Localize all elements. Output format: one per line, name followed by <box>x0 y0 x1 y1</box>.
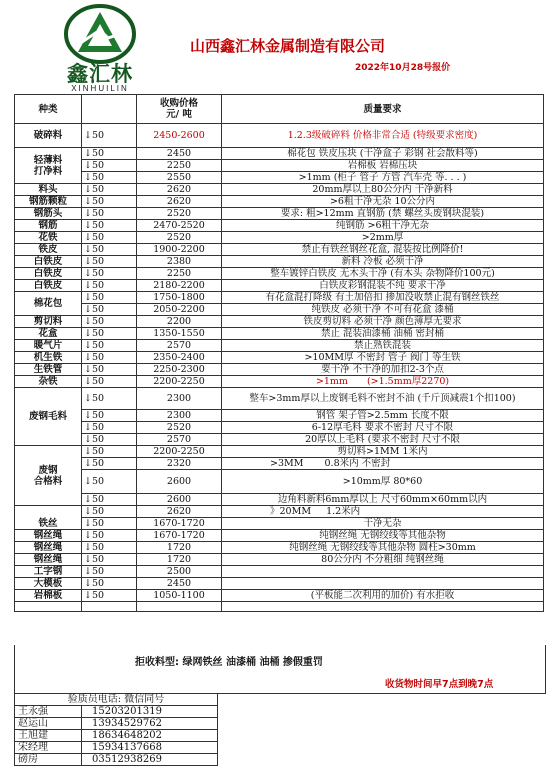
table-row: 破碎料 ↓50 2450-2600 1.2.3级破碎料 价格非常合适 (特级要求密度) <box>15 124 544 148</box>
table-row: 钢筋颗粒 ↓50 2620 >6粗干净无杂 10公分内 <box>15 196 544 208</box>
brand-name-cn: 鑫汇林 <box>67 61 133 86</box>
table-row: 铁丝 ↓50 2620 》20MM 1.2米内 <box>15 506 544 518</box>
table-row: 废钢 合格料 ↓50 2200-2250 剪切料>1MM 1米内 <box>15 446 544 458</box>
contact-table <box>14 693 218 766</box>
table-row: ↓50 2600 边角料新料6mm厚以上 尺寸60mm×60mm以内 <box>15 494 544 506</box>
table-row: ↓50 2600 >10mm厚 80*60 <box>15 470 544 494</box>
footer-notes <box>14 645 546 694</box>
header-price: 收购价格 元/ 吨 <box>137 95 222 124</box>
table-row: 钢丝绳 ↓50 1670-1720 纯钢丝绳 无钢绞线等其他杂物 <box>15 530 544 542</box>
header-arrow <box>82 95 137 124</box>
table-row: 钢筋头 ↓50 2520 要求: 粗>12mm 直钢筋 (禁 螺丝头废钢块混装) <box>15 208 544 220</box>
table-row: 白铁皮 ↓50 2250 整车镀锌白铁皮 无木头干净 (有木头 杂物降价100元) <box>15 268 544 280</box>
table-row: 钢丝绳 ↓50 1720 80公分内 不分粗细 纯钢丝绳 <box>15 554 544 566</box>
table-row: ↓50 2550 >1mm (柜子 管子 方管 汽车壳 等. . . ) <box>15 172 544 184</box>
table-row: 生铁管 ↓50 2250-2300 要干净 不干净的加扣2-3个点 <box>15 364 544 376</box>
table-row: 花铁 ↓50 2520 >2mm厚 <box>15 232 544 244</box>
table-row: 料头 ↓50 2620 20mm厚以上80公分内 干净新料 <box>15 184 544 196</box>
table-row: ↓50 2300 钢管 架子管>2.5mm 长度不限 <box>15 410 544 422</box>
table-row: 大模板 ↓50 2450 <box>15 578 544 590</box>
contact-row <box>15 730 218 742</box>
table-row: 轻薄料 打净料 ↓50 2450 棉花包 铁皮压块 (干净盒子 彩钢 社会散料等) <box>15 148 544 160</box>
table-row: 剪切料 ↓50 2200 铁皮剪切料 必须干净 颜色薄厚无要求 <box>15 316 544 328</box>
contact-phone: 03512938269 <box>82 754 218 766</box>
table-row: 白铁皮 ↓50 2180-2200 白铁皮彩钢混装不纯 要求干净 <box>15 280 544 292</box>
price-table <box>14 94 544 612</box>
contact-row <box>15 706 218 718</box>
table-row: ↓50 2570 20厚以上毛料 (要求不密封 尺寸不限 <box>15 434 544 446</box>
table-row-spacer <box>15 602 544 612</box>
quote-date: 2022年10月28号报价 <box>355 63 451 73</box>
table-row: ↓50 2320 >3MM 0.8米内 不密封 <box>15 458 544 470</box>
contact-row <box>15 754 218 766</box>
table-row: ↓50 2250 岩棉板 岩棉压块 <box>15 160 544 172</box>
table-row: 岩棉板 ↓50 1050-1100 (平板能二次利用的加价) 有水拒收 <box>15 590 544 602</box>
table-row: ↓50 2520 6-12厚毛料 要求不密封 尺寸不限 <box>15 422 544 434</box>
contact-name: 磅房 <box>15 754 82 766</box>
header <box>0 0 558 92</box>
brand-name-en: XINHUILIN <box>71 84 129 93</box>
table-row: ↓50 1670-1720 干净无杂 <box>15 518 544 530</box>
header-category: 种类 <box>15 95 82 124</box>
table-row: 机生铁 ↓50 2350-2400 >10MM厚 不密封 管子 阀门 等生铁 <box>15 352 544 364</box>
table-row: 废钢毛料 ↓50 2300 整车>3mm厚以上废钢毛料不密封不油 (千斤顶减震1个扣100) <box>15 388 544 410</box>
table-row: 工字钢 ↓50 2500 <box>15 566 544 578</box>
contact-phone: 15934137668 <box>82 742 218 754</box>
contact-name: 王旭建 <box>15 730 82 742</box>
contact-name: 宋经理 <box>15 742 82 754</box>
table-row: ↓50 2050-2200 纯铁皮 必须干净 不可有花盒 漆桶 <box>15 304 544 316</box>
contact-row <box>15 742 218 754</box>
rejected-materials: 拒收料型: 绿网铁丝 油漆桶 油桶 掺假重罚 <box>135 657 323 668</box>
contact-name: 赵运山 <box>15 718 82 730</box>
contact-phone: 18634648202 <box>82 730 218 742</box>
contact-phone: 13934529762 <box>82 718 218 730</box>
company-name: 山西鑫汇林金属制造有限公司 <box>190 37 386 55</box>
header-requirement: 质量要求 <box>222 95 544 124</box>
table-row: 钢丝绳 ↓50 1720 纯钢丝绳 无钢绞线等其他杂物 圆柱>30mm <box>15 542 544 554</box>
table-row: 铁皮 ↓50 1900-2200 禁止有铁丝钢丝花盒, 混装按比例降价! <box>15 244 544 256</box>
table-row: 杂铁 ↓50 2200-2250 >1mm (>1.5mm厚2270) <box>15 376 544 388</box>
receiving-hours: 收货物时间早7点到晚7点 <box>385 679 494 690</box>
table-row: 花盒 ↓50 1350-1550 禁止 混装油漆桶 油桶 密封桶 <box>15 328 544 340</box>
table-row: 白铁皮 ↓50 2380 新料 冷板 必须干净 <box>15 256 544 268</box>
table-row: 棉花包 ↓50 1750-1800 有花盒混打降级 有土加倍扣 掺加没收禁止混有钢丝铁丝 <box>15 292 544 304</box>
contact-heading: 验质员电话: 微信同号 <box>15 694 218 706</box>
table-row: 钢筋 ↓50 2470-2520 纯钢筋 >6粗干净无杂 <box>15 220 544 232</box>
contact-phone: 15203201319 <box>82 706 218 718</box>
contact-name: 王永强 <box>15 706 82 718</box>
table-row: 暖气片 ↓50 2570 禁止熟铁混装 <box>15 340 544 352</box>
contact-row <box>15 718 218 730</box>
